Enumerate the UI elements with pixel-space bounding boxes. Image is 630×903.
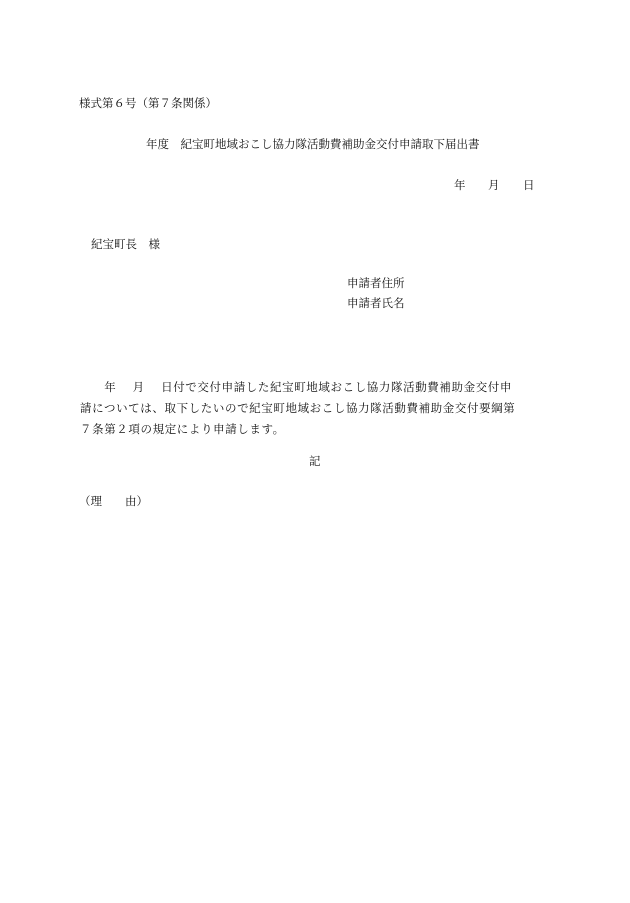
date-year-label: 年: [454, 178, 466, 192]
record-label: 記: [309, 454, 321, 468]
body-line: 年 月 日付で交付申請した紀宝町地域おこし協力隊活動費補助金交付申: [80, 380, 513, 394]
document-title: 年度 紀宝町地域おこし協力隊活動費補助金交付申請取下届出書: [146, 137, 480, 151]
body-line: 請については、取下したいので紀宝町地域おこし協力隊活動費補助金交付要綱第: [80, 401, 516, 415]
date-day-label: 日: [523, 178, 535, 192]
form-number: 様式第６号（第７条関係）: [79, 96, 217, 110]
date-month-label: 月: [488, 178, 500, 192]
addressee: 紀宝町長 様: [91, 237, 160, 251]
body-paragraph: [80, 377, 560, 440]
body-line: ７条第２項の規定により申請します。: [80, 422, 285, 436]
reason-label: （理 由）: [79, 494, 148, 508]
applicant-name-label: 申請者氏名: [347, 296, 405, 310]
applicant-address-label: 申請者住所: [347, 276, 405, 290]
